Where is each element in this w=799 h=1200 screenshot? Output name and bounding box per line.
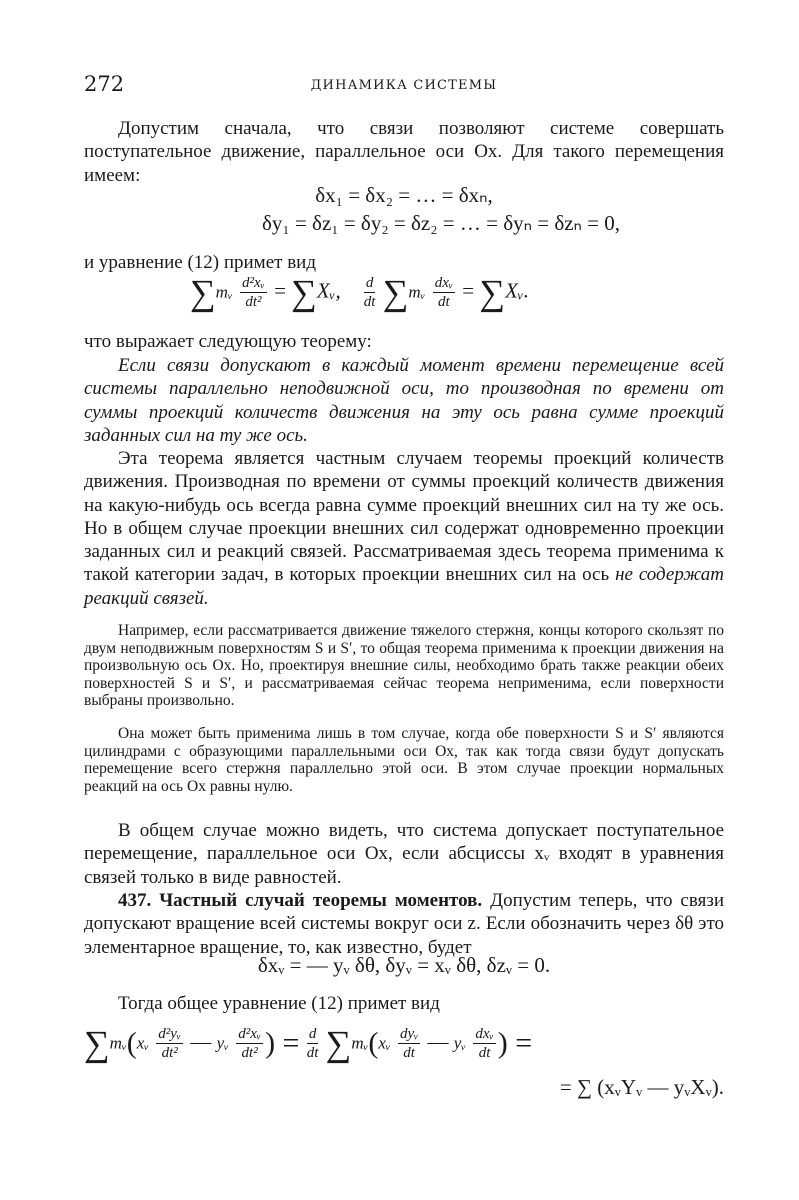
fraction-x-acceleration: [236, 1025, 263, 1062]
section-number: 437.: [118, 890, 152, 911]
equation-moments-rhs: = ∑ (xᵥYᵥ — yᵥXᵥ).: [559, 1075, 724, 1099]
fraction-y-acceleration: [156, 1025, 183, 1062]
fraction-x-velocity: [473, 1025, 495, 1062]
fraction-denominator: dt²: [241, 1045, 258, 1061]
equation-delta-y-z: δy₁ = δz₁ = δy₂ = δz₂ = … = δyₙ = δzₙ = 0,: [261, 211, 620, 235]
fraction-y-velocity: [398, 1025, 420, 1062]
sum-symbol: ∑: [84, 1023, 110, 1064]
paragraph-theorem-discussion: [84, 447, 724, 610]
fraction-numerator: dxᵥ: [475, 1026, 494, 1042]
y-term: yᵥ: [216, 1033, 229, 1053]
minus-sign: —: [190, 1029, 212, 1054]
note-cylinders: Она может быть применима лишь в том случае, когда обе поверхности S и S′ являются цилиндрами с образующими параллельными оси Ox, так как тогда связи будут допускать перемещение всего стержня параллельно этой оси. В этом случае проекции нормальных реакций на ось Ox равны нулю.: [84, 725, 724, 795]
fraction-derivative: [307, 1025, 319, 1062]
equation-moments: [84, 1025, 532, 1062]
page-header: [84, 72, 724, 98]
mass-term: mᵥ: [215, 282, 233, 302]
section-title: Частный случай теоремы моментов.: [159, 890, 483, 911]
y-term: yᵥ: [453, 1033, 467, 1053]
minus-sign: —: [427, 1029, 449, 1054]
fraction-denominator: dt: [438, 294, 450, 310]
paragraph-moment-form: Тогда общее уравнение (12) примет вид: [118, 993, 440, 1014]
paragraph-theorem-lead: что выражает следующую теорему:: [84, 331, 372, 352]
fraction-denominator: dt: [403, 1045, 415, 1061]
paragraph-intro: Допустим сначала, что связи позволяют системе совершать поступательное движение, параллельное оси Ox. Для такого перемещения имеем:: [84, 118, 724, 186]
mass-term: mᵥ: [109, 1033, 127, 1053]
paragraph-equation-form: и уравнение (12) примет вид: [84, 252, 316, 273]
section-text: Допустим теперь, что связи допускают вращение всей системы вокруг оси z. Если обозначить через δθ это элементарное вращение, то, как известно, будет: [84, 890, 724, 958]
equals-sign: =: [462, 278, 475, 303]
sum-symbol: ∑: [479, 272, 506, 313]
mass-term: mᵥ: [351, 1033, 369, 1053]
x-term: xᵥ: [136, 1033, 150, 1053]
fraction-numerator: dxᵥ: [434, 275, 454, 291]
equation-projection-theorem: [190, 274, 529, 311]
mass-term: mᵥ: [408, 282, 426, 302]
equals-sign: =: [274, 278, 286, 303]
equation-rotation: δxᵥ = — yᵥ δθ, δyᵥ = xᵥ δθ, δzᵥ = 0.: [257, 953, 551, 977]
fraction-numerator: d: [364, 274, 376, 293]
fraction-denominator: dt²: [245, 294, 262, 310]
paren-close: ) =: [265, 1026, 300, 1060]
fraction-velocity: [433, 274, 455, 311]
force-term: Xᵥ,: [316, 278, 341, 303]
fraction-numerator: d²xᵥ: [241, 275, 265, 291]
fraction-denominator: dt: [478, 1045, 491, 1061]
fraction-denominator: dt: [306, 1045, 319, 1061]
fraction-numerator: d²xᵥ: [238, 1026, 262, 1042]
fraction-numerator: d²yᵥ: [158, 1026, 182, 1042]
force-term: Xᵥ.: [505, 278, 530, 303]
fraction-denominator: dt: [363, 294, 376, 310]
fraction-denominator: dt²: [161, 1045, 178, 1061]
section-437: [84, 889, 724, 959]
sum-symbol: ∑: [190, 272, 216, 313]
paren-close: ) =: [497, 1026, 533, 1060]
note-example-rod: Например, если рассматривается движение тяжелого стержня, концы которого скользят по двум неподвижным поверхностям S и S′, то общая теорема применима к проекции движения на произвольную ось Ox. Но, проектируя внешние силы, необходимо брать также реакции обеих поверхностей S и S′, и рассматриваемая сейчас теорема неприменима, если поверхности выбраны произвольно.: [84, 622, 724, 710]
fraction-derivative: [364, 274, 376, 311]
sum-symbol: ∑: [291, 272, 317, 313]
equation-delta-x: δx₁ = δx₂ = … = δxₙ,: [315, 183, 493, 207]
page-number: 272: [84, 72, 125, 96]
discussion-italic: не содержат реакций связей.: [84, 564, 725, 609]
sum-symbol: ∑: [382, 272, 409, 313]
paragraph-general-case: В общем случае можно видеть, что система допускает поступательное перемещение, параллельное оси Ox, если абсциссы xᵥ входят в уравнения связей только в виде равностей.: [84, 820, 724, 888]
fraction-numerator: d: [307, 1025, 319, 1044]
theorem-statement: Если связи допускают в каждый момент времени перемещение всей системы параллельно неподвижной оси, то производная по времени от суммы проекций количеств движения на эту ось равна сумме проекций заданных сил на ту же ось.: [84, 355, 724, 446]
sum-symbol: ∑: [325, 1023, 352, 1064]
paren-open: (: [368, 1026, 379, 1060]
running-title: ДИНАМИКА СИСТЕМЫ: [310, 78, 498, 93]
paren-open: (: [126, 1026, 137, 1060]
fraction-numerator: dyᵥ: [399, 1026, 419, 1042]
discussion-text: Эта теорема является частным случаем теоремы проекций количеств движения. Производная по времени от суммы проекций количеств движения на какую-нибудь ось всегда равна сумме проекций внешних сил на ту же ось. Но в общем случае проекции внешних сил содержат одновременно проекции заданных сил и реакций связей. Рассматриваемая здесь теорема применима к такой категории задач, в которых проекции внешних сил на ось: [84, 448, 724, 586]
x-term: xᵥ: [378, 1033, 391, 1053]
fraction-acceleration: [240, 274, 267, 311]
